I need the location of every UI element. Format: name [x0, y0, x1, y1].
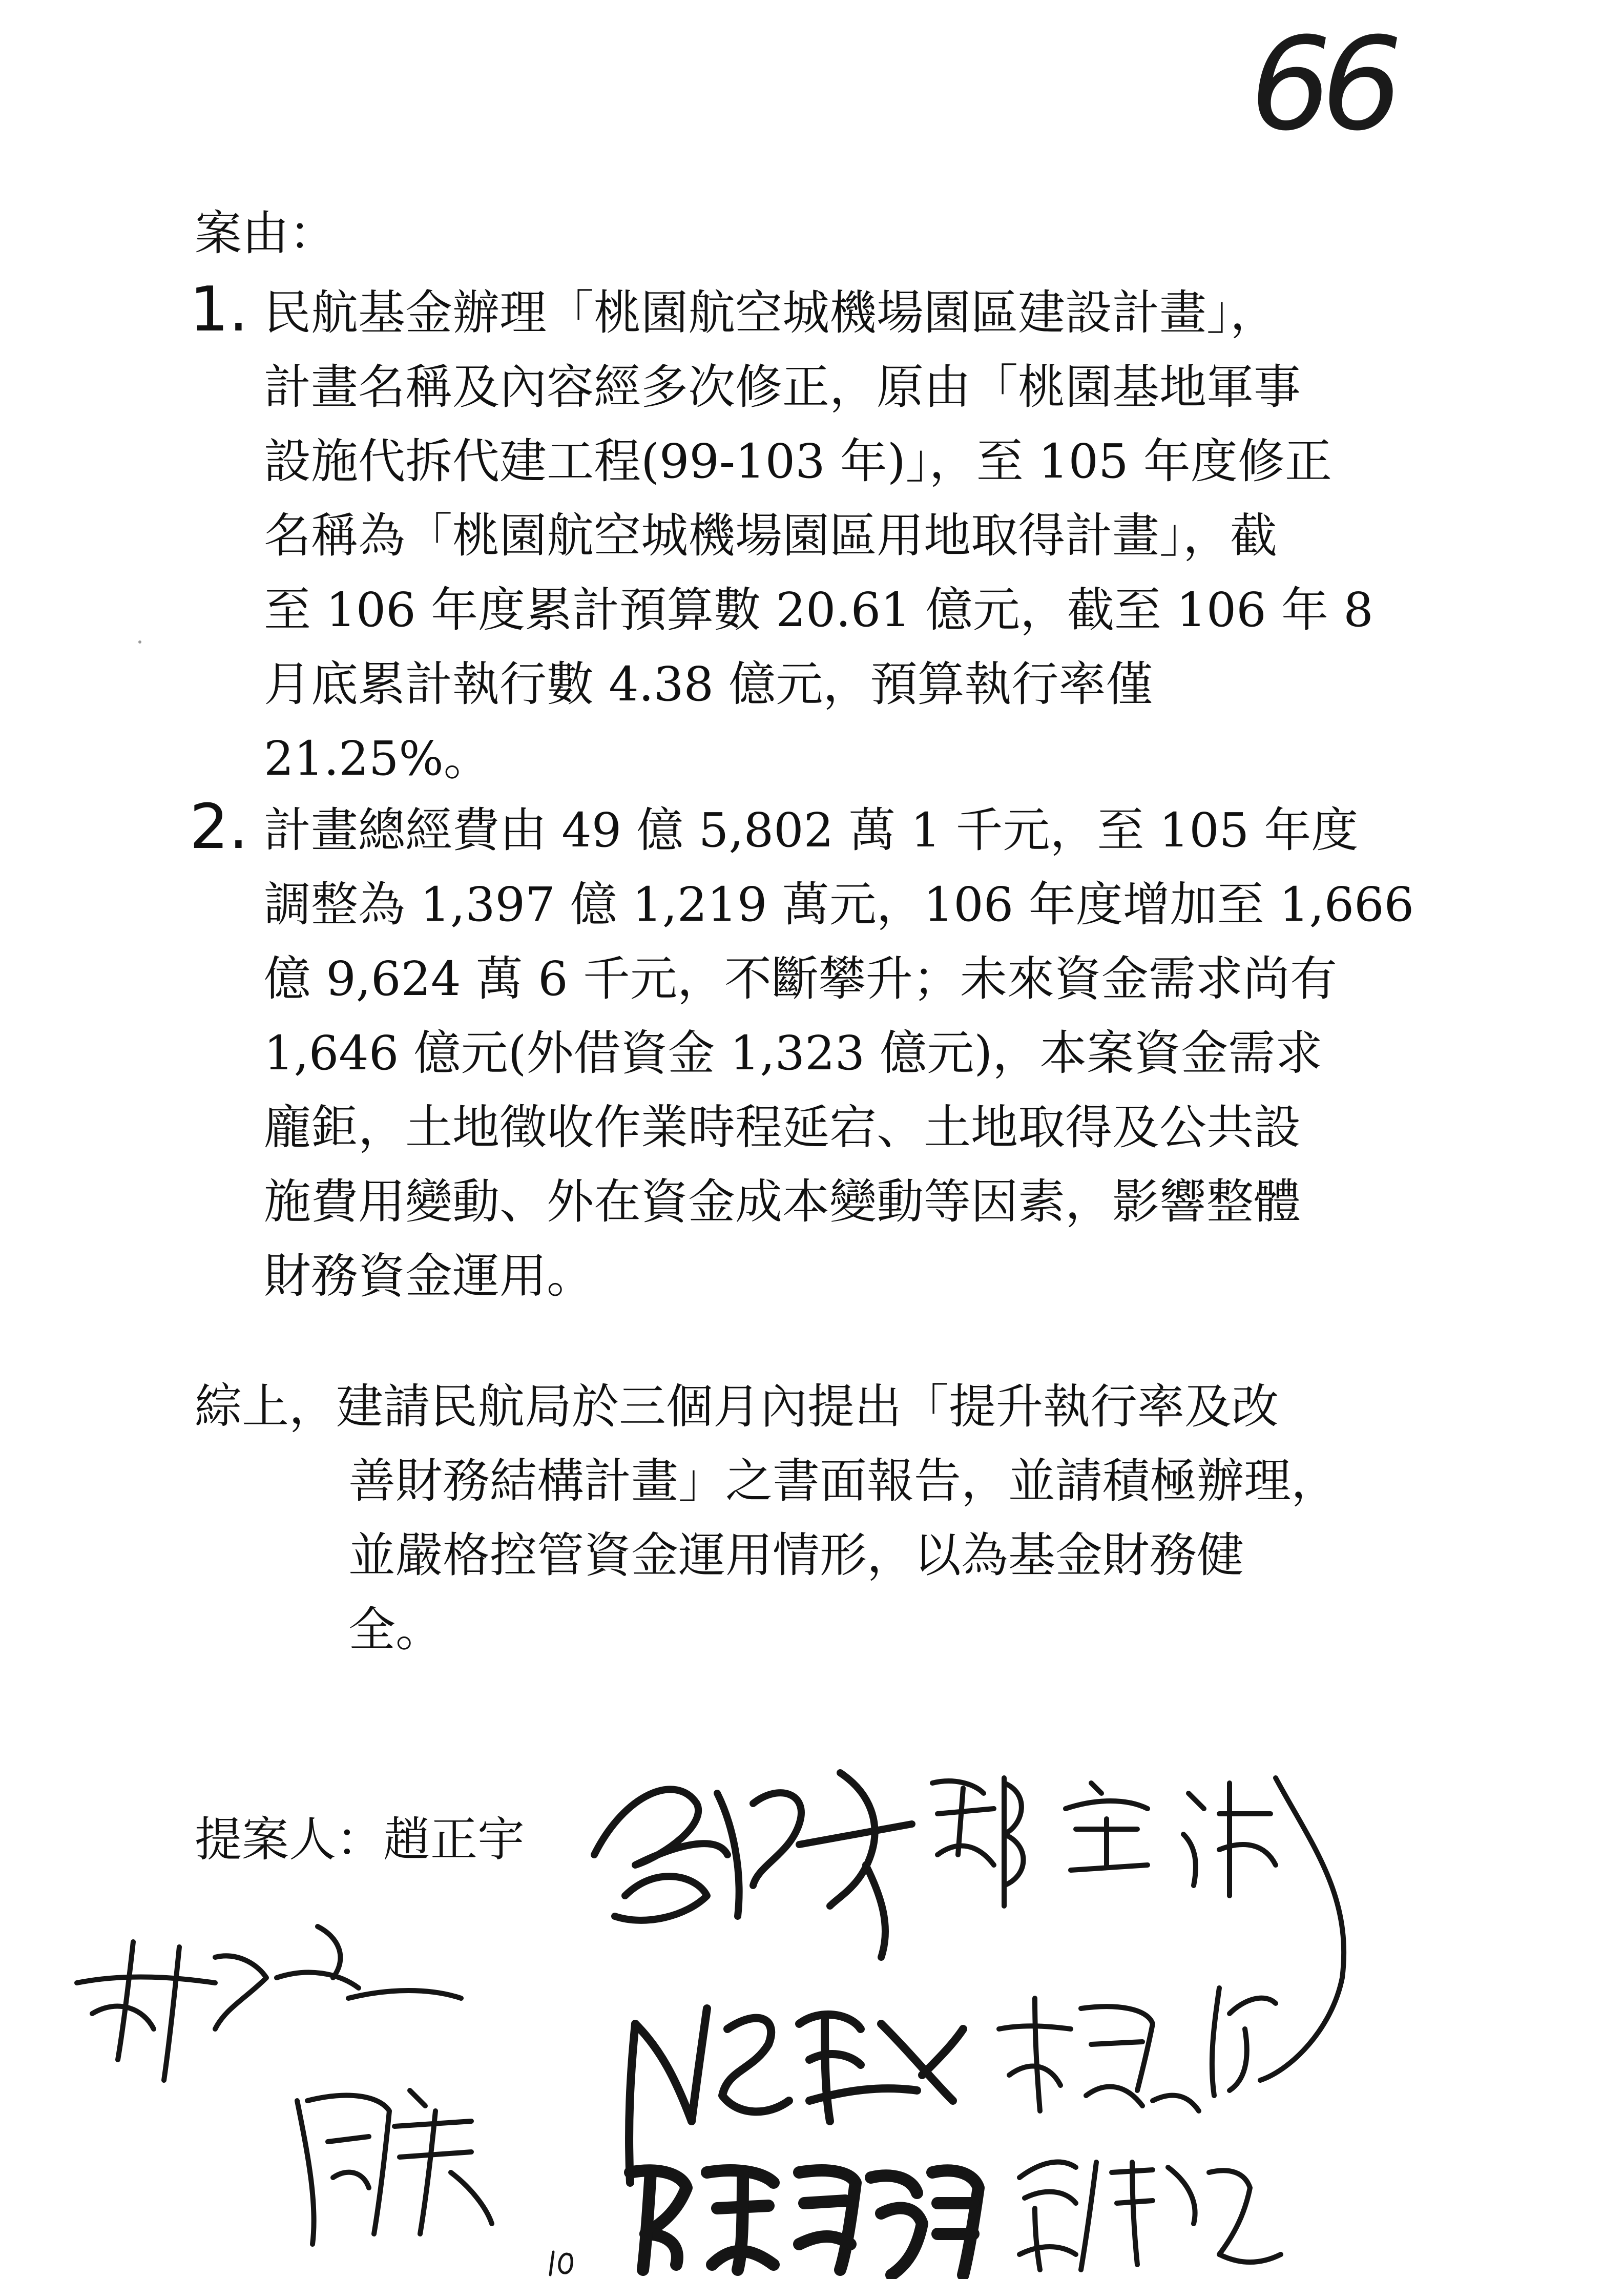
- bottom-page-number: [550, 2252, 572, 2275]
- signature-4: [297, 2090, 492, 2244]
- item-line: 財務資金運用。: [264, 1249, 594, 1303]
- item-line: 設施代拆代建工程(99-103 年)」，至 105 年度修正: [264, 434, 1332, 489]
- item-line: 計畫名稱及內容經多次修正，原由「桃園基地軍事: [264, 360, 1301, 415]
- signature-1: [594, 1773, 912, 1957]
- summary-line: 善財務結構計畫」之書面報告，並請積極辦理，: [348, 1454, 1339, 1508]
- item-line: 21.25%。: [264, 731, 491, 786]
- item-marker: 2.: [190, 792, 248, 863]
- signature-2: [932, 1778, 1344, 2080]
- summary-line: 全。: [348, 1602, 443, 1657]
- item-line: 調整為 1,397 億 1,219 萬元，106 年度增加至 1,666: [264, 877, 1414, 932]
- proposer-label: 提案人：趙正宇: [195, 1812, 525, 1867]
- signature-3: [77, 1926, 461, 2080]
- signature-5: [629, 2008, 963, 2183]
- item-line: 月底累計執行數 4.38 億元，預算執行率僅: [264, 657, 1153, 712]
- item-line: 1,646 億元(外借資金 1,323 億元)，本案資金需求: [264, 1026, 1323, 1081]
- item-line: 民航基金辦理「桃園航空城機場園區建設計畫」，: [264, 285, 1278, 340]
- heading: 案由：: [195, 206, 337, 261]
- signature-7: [630, 2170, 978, 2275]
- summary-line: 並嚴格控管資金運用情形，以為基金財務健: [348, 1528, 1244, 1583]
- item-line: 億 9,624 萬 6 千元，不斷攀升；未來資金需求尚有: [264, 951, 1337, 1006]
- handwritten-page-number: 66: [1250, 10, 1393, 159]
- signature-8: [1019, 2162, 1281, 2270]
- item-marker: 1.: [190, 274, 248, 345]
- summary-line: 綜上，建請民航局於三個月內提出「提升執行率及改: [195, 1379, 1279, 1434]
- item-line: 計畫總經費由 49 億 5,802 萬 1 千元，至 105 年度: [264, 803, 1359, 858]
- item-line: 至 106 年度累計預算數 20.61 億元，截至 106 年 8: [264, 583, 1373, 637]
- signature-6: [999, 1988, 1276, 2111]
- item-line: 施費用變動、外在資金成本變動等因素，影響整體: [264, 1174, 1301, 1229]
- item-line: 龐鉅，土地徵收作業時程延宕、土地取得及公共設: [264, 1100, 1301, 1155]
- item-line: 名稱為「桃園航空城機場園區用地取得計畫」，截: [264, 508, 1278, 563]
